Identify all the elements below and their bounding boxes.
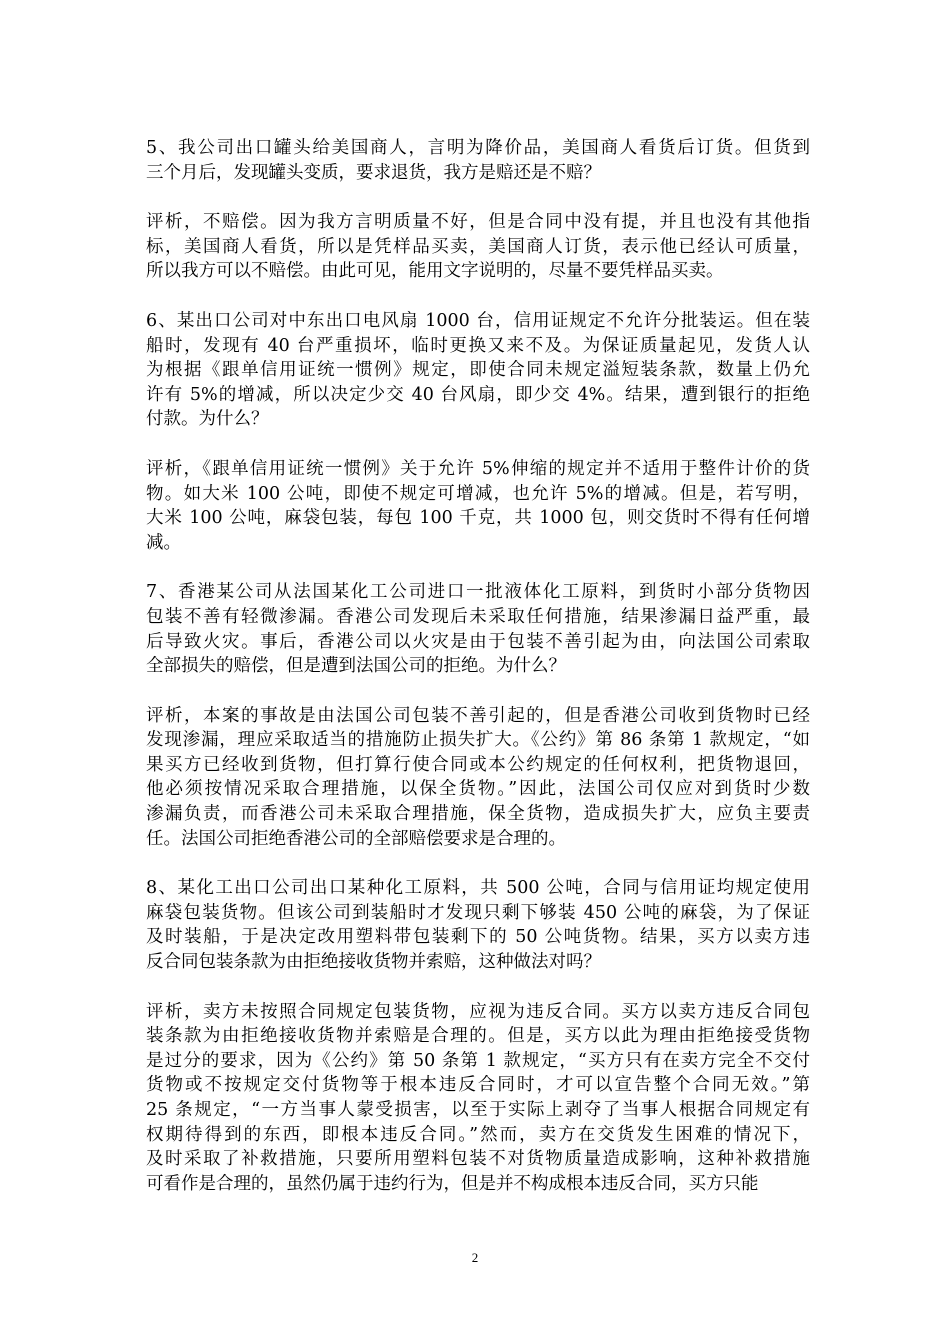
text-line: 船时，发现有 40 台严重损坏，临时更换又来不及。为保证质量起见，发货人认 [146,335,810,356]
document-body [146,136,810,1221]
text-line: 货物或不按规定交付货物等于根本违反合同时，才可以宣告整个合同无效。”第 [146,1075,810,1096]
text-line: 及时采取了补救措施，只要所用塑料包装不对货物质量造成影响，这种补救措施 [146,1149,810,1170]
text-line: 发现渗漏，理应采取适当的措施防止损失扩大。《公约》第 86 条第 1 款规定，“如 [146,730,810,751]
text-line: 标，美国商人看货，所以是凭样品买卖，美国商人订货，表示他已经认可质量， [146,236,810,257]
text-line: 许有 5%的增减，所以决定少交 40 台风扇，即少交 4%。结果，遭到银行的拒绝 [146,384,810,405]
text-line: 大米 100 公吨，麻袋包装，每包 100 千克，共 1000 包，则交货时不得有任何增 [146,508,810,529]
text-line: 评析，本案的事故是由法国公司包装不善引起的，但是香港公司收到货物时已经 [146,705,810,726]
paragraph [146,457,810,555]
text-line: 物。如大米 100 公吨，即使不规定可增减，也允许 5%的增减。但是，若写明， [146,483,810,504]
text-line: 渗漏负责，而香港公司未采取合理措施，保全货物，造成损失扩大，应负主要责 [146,804,810,825]
text-line: 及时装船，于是决定改用塑料带包装剩下的 50 公吨货物。结果，买方以卖方违 [146,927,810,948]
text-line: 反合同包装条款为由拒绝接收货物并索赔，这种做法对吗？ [146,952,601,973]
text-line: 为根据《跟单信用证统一惯例》规定，即使合同未规定溢短装条款，数量上仍允 [146,360,810,381]
paragraph [146,309,810,432]
text-line: 付款。为什么？ [146,409,269,430]
text-line: 7、香港某公司从法国某化工公司进口一批液体化工原料，到货时小部分货物因 [146,582,810,603]
text-line: 所以我方可以不赔偿。由此可见，能用文字说明的，尽量不要凭样品买卖。 [146,261,724,282]
page-number: 2 [471,1250,479,1265]
text-line: 是过分的要求，因为《公约》第 50 条第 1 款规定，“买方只有在卖方完全不交付 [146,1050,810,1071]
text-line: 5、我公司出口罐头给美国商人，言明为降价品，美国商人看货后订货。但货到 [146,138,810,158]
paragraph [146,136,810,185]
text-line: 全部损失的赔偿，但是遭到法国公司的拒绝。为什么？ [146,656,566,677]
text-line: 可看作是合理的，虽然仍属于违约行为，但是并不构成根本违反合同，买方只能 [146,1173,759,1194]
text-line: 减。 [146,532,181,553]
text-line: 装条款为由拒绝接收货物并索赔是合理的。但是，买方以此为理由拒绝接受货物 [146,1026,810,1047]
text-line: 果买方已经收到货物，但打算行使合同或本公约规定的任何权利，把货物退回， [146,754,810,775]
paragraph [146,704,810,852]
text-line: 权期待得到的东西，即根本违反合同。”然而，卖方在交货发生困难的情况下， [146,1124,810,1145]
paragraph [146,210,810,284]
paragraph [146,1000,810,1197]
text-line: 评析，卖方未按照合同规定包装货物，应视为违反合同。买方以卖方违反合同包 [146,1001,810,1022]
paragraph [146,580,810,678]
text-line: 麻袋包装货物。但该公司到装船时才发现只剩下够装 450 公吨的麻袋，为了保证 [146,902,810,923]
text-line: 8、某化工出口公司出口某种化工原料，共 500 公吨，合同与信用证均规定使用 [146,878,810,899]
text-line: 25 条规定，“一方当事人蒙受损害，以至于实际上剥夺了当事人根据合同规定有 [146,1100,810,1120]
text-line: 三个月后，发现罐头变质，要求退货，我方是赔还是不赔？ [146,162,601,183]
text-line: 包装不善有轻微渗漏。香港公司发现后未采取任何措施，结果渗漏日益严重，最 [146,606,810,627]
text-line: 6、某出口公司对中东出口电风扇 1000 台，信用证规定不允许分批装运。但在装 [146,310,810,331]
text-line: 任。法国公司拒绝香港公司的全部赔偿要求是合理的。 [146,828,566,849]
text-line: 他必须按情况采取合理措施，以保全货物。”因此，法国公司仅应对到货时少数 [146,779,810,800]
paragraph [146,876,810,974]
text-line: 评析，不赔偿。因为我方言明质量不好，但是合同中没有提，并且也没有其他指 [146,212,810,233]
text-line: 后导致火灾。事后，香港公司以火灾是由于包装不善引起为由，向法国公司索取 [146,631,810,652]
text-line: 评析，《跟单信用证统一惯例》关于允许 5%伸缩的规定并不适用于整件计价的货 [146,458,810,479]
